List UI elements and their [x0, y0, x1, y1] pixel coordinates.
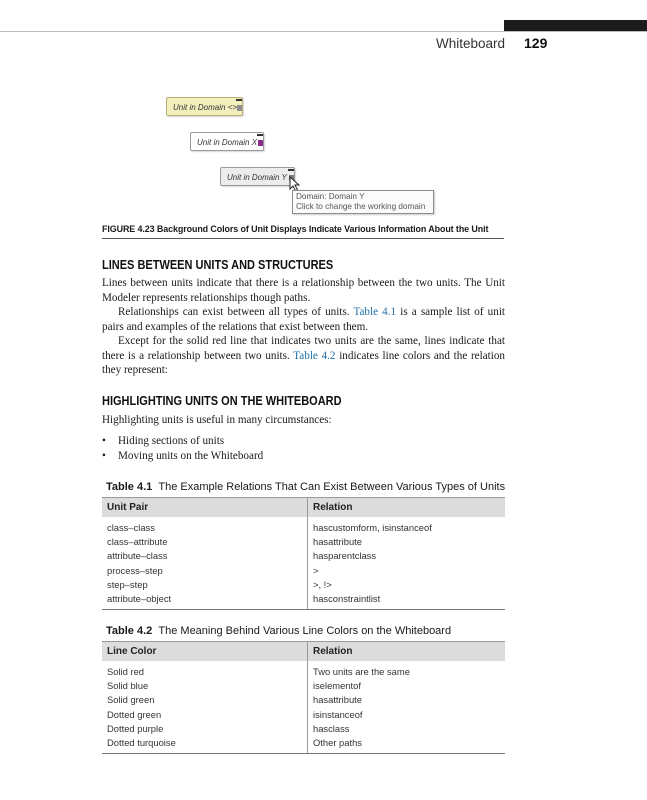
table-cell: hasconstraintlist	[308, 592, 506, 610]
paragraph-text: Relationships can exist between all types of units.	[118, 306, 354, 318]
table-row	[102, 549, 505, 563]
column-header: Unit Pair	[102, 498, 308, 518]
unit-corner-mark	[236, 99, 242, 101]
column-header: Relation	[308, 642, 506, 662]
section-heading-lines: LINES BETWEEN UNITS AND STRUCTURES	[102, 258, 334, 272]
domain-swatch[interactable]	[258, 140, 263, 146]
table-row	[102, 535, 505, 549]
table-cell: step–step	[107, 578, 148, 590]
table-4-2-link[interactable]: Table 4.2	[293, 349, 336, 362]
tooltip-line-1: Domain: Domain Y	[296, 192, 365, 201]
table-row	[102, 661, 505, 679]
list-item	[102, 434, 263, 449]
table-cell: Dotted green	[107, 708, 162, 720]
figure-caption: FIGURE 4.23 Background Colors of Unit Displays Indicate Various Information About the Unit	[102, 224, 489, 235]
table-cell: hasattribute	[308, 693, 506, 707]
paragraph-text: Except for the solid red line that indicates two units are the same, lines indicate that there is a relationship between two units.	[102, 335, 505, 362]
unit-display-domain-none[interactable]	[166, 97, 243, 116]
bullet-glyph: •	[102, 450, 106, 462]
table-cell: attribute–object	[102, 592, 308, 610]
table-row	[102, 736, 505, 754]
unit-display-domain-x[interactable]	[190, 132, 264, 151]
table-cell: Dotted purple	[107, 722, 164, 734]
table-title: The Meaning Behind Various Line Colors on the Whiteboard	[158, 625, 452, 637]
figure-caption-rule	[102, 238, 504, 239]
unit-corner-mark	[288, 169, 294, 171]
table-cell: Solid red	[107, 666, 145, 677]
table-4-2	[102, 641, 505, 754]
running-head: Whiteboard	[435, 36, 505, 51]
paragraph-highlighting-intro: Highlighting units is useful in many circumstances:	[102, 414, 332, 426]
table-row	[102, 517, 505, 535]
tooltip-line-2: Click to change the working domain	[296, 202, 426, 211]
table-cell: >, !>	[308, 578, 506, 592]
table-row	[102, 708, 505, 722]
table-row	[102, 679, 505, 693]
table-cell: class–attribute	[107, 536, 168, 548]
table-cell: class–class	[107, 522, 155, 533]
table-cell: Solid green	[107, 694, 155, 706]
table-cell: Other paths	[308, 736, 506, 754]
table-label: Table 4.2	[106, 625, 153, 637]
table-4-1-caption	[106, 481, 505, 493]
unit-display-domain-y[interactable]	[220, 167, 295, 186]
unit-label: Unit in Domain X	[197, 138, 258, 147]
unit-label: Unit in Domain Y	[227, 173, 287, 182]
list-item-text: Hiding sections of units	[118, 435, 225, 447]
column-header: Relation	[308, 498, 506, 518]
bullet-list	[102, 434, 263, 464]
table-cell: hasclass	[308, 722, 506, 736]
table-cell: Dotted turquoise	[102, 736, 308, 754]
table-cell: Solid blue	[107, 680, 149, 692]
table-row	[102, 722, 505, 736]
table-4-1-link[interactable]: Table 4.1	[353, 306, 397, 318]
column-header: Line Color	[102, 642, 308, 662]
section-heading-highlighting: HIGHLIGHTING UNITS ON THE WHITEBOARD	[102, 394, 342, 408]
unit-corner-mark	[257, 134, 263, 136]
table-cell: hascustomform, isinstanceof	[308, 517, 506, 535]
table-cell: >	[308, 564, 506, 578]
paragraph-relationships	[102, 305, 505, 334]
header-bar	[504, 20, 647, 31]
table-header-row	[102, 498, 505, 518]
table-cell: hasparentclass	[308, 549, 506, 563]
list-item-text: Moving units on the Whiteboard	[118, 450, 264, 462]
table-row	[102, 578, 505, 592]
header-rule	[0, 31, 647, 32]
unit-label: Unit in Domain <>	[173, 103, 238, 112]
table-row	[102, 693, 505, 707]
table-4-1	[102, 497, 505, 610]
table-row	[102, 564, 505, 578]
paragraph-text: is a sample list of unit pairs and examples of the relations that exist between them.	[102, 306, 506, 333]
table-header-row	[102, 642, 505, 662]
bullet-glyph: •	[102, 435, 106, 447]
list-item	[102, 449, 263, 464]
page-number: 129	[524, 35, 548, 51]
domain-swatch[interactable]	[237, 105, 242, 111]
table-title: The Example Relations That Can Exist Between Various Types of Units	[158, 481, 506, 493]
table-cell: hasattribute	[308, 535, 506, 549]
table-4-2-caption	[106, 625, 451, 637]
table-cell: isinstanceof	[308, 708, 506, 722]
table-cell: iselementof	[308, 679, 506, 693]
table-cell: Two units are the same	[308, 661, 506, 679]
paragraph-lines-intro: Lines between units indicate that there is a relationship between the two units. The Unit Modeler represents relationships though paths.	[102, 277, 505, 304]
table-row	[102, 592, 505, 610]
paragraph-text: indicates line colors and the relation they represent:	[102, 349, 505, 376]
domain-tooltip	[292, 190, 434, 214]
table-cell: attribute–class	[107, 550, 168, 562]
paragraph-line-colors	[102, 334, 505, 378]
table-label: Table 4.1	[106, 481, 153, 493]
table-cell: process–step	[107, 564, 163, 576]
